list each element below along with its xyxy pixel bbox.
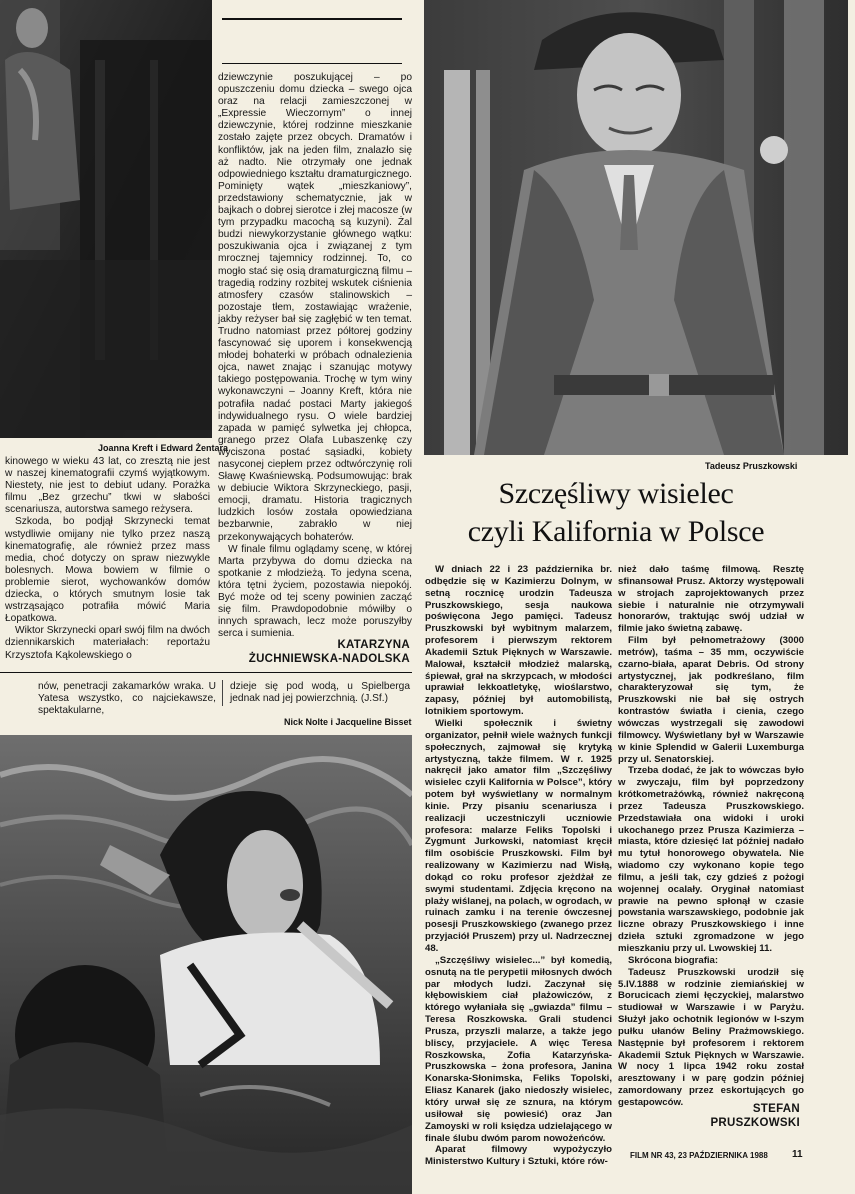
headline-line-1: Szczęśliwy wisielec	[498, 477, 734, 510]
strip-text-left	[38, 681, 216, 717]
review-author	[218, 638, 410, 666]
article-column-a	[425, 564, 612, 1168]
photo-kreft-zentara	[0, 0, 212, 438]
strip-text-right	[230, 681, 410, 705]
photo-nolte-bisset	[0, 735, 412, 1194]
article-paragraph: Aparat filmowy wypożyczyło Ministerstwo Kultury i Sztuki, które rów-	[425, 1144, 612, 1168]
caption-pruszkowski: Tadeusz Pruszkowski	[705, 461, 798, 471]
issue-footer: FILM NR 43, 23 PAŹDZIERNIKA 1988	[630, 1151, 768, 1160]
review-author-line1: KATARZYNA	[337, 639, 410, 651]
photo-tadeusz-pruszkowski	[424, 0, 848, 455]
review-paragraph: dziewczynie poszukującej – po opuszczeniu domu dziecka – swego ojca oraz na relacji zamieszczonej w „Expressie Wieczornym” o innej dziewczynie, której rodzinne mieszkanie zostało zajęte przez obcych. Dramatów i konfliktów, jak na jeden film, znalazło się aż nadto. Nie otrzymały one jednak odpowiedniego kształtu dramaturgicznego. Pominięty wątek „mieszkaniowy”, przedstawiony schematycznie, jak w bajkach o dobrej sierotce i złej macosze (w tym przypadku macochą są kuzyni). Żal budzi niewykorzystanie głównego wątku: poszukiwania ojca i związanej z tym mrocznej tajemnicy rodzinnej. To, co mogło stać się osią dramaturgiczną filmu – tragedią rodziny rozbitej wskutek ciśnienia atmosfery czasów stalinowskich – pozostaje tłem, zostawiając wrażenie, jakby reżyser bał się zagłębić w ten temat. Trudno natomiast przez półtorej godziny fascynować się uporem i konsekwencją młodej bohaterki w próbach odnalezienia ojca, nawet znając i szanując motywy takiego postępowania. Trochę w tym winy wykonawczyni – Joanny Kreft, która nie potrafiła nadać postaci Marty jakiegoś indywidualnego rysu. O wiele bardziej zapada w pamięć sylwetka jej chłopca, granego przez Olafa Lubaszenkę czy wyciszona postać sąsiadki, kobiety nasyconej ciepłem przez odtwórczynię roli Sławę Kwaśniewską. Podsumowując: brak w debiucie Wiktora Skrzyneckiego, pasji, emocji, dramatu. Historia tragicznych ludzkich losów została opowiedziana bezbarwnie, zabrakło w niej przekonywających bohaterów.	[218, 72, 412, 543]
article-paragraph: Tadeusz Pruszkowski urodził się 5.IV.1888 w rodzinie ziemiańskiej w Borucicach ziemi łęczyckiej, malarstwo studiował w Warszawie i w Paryżu. Służył jako ochotnik legionów w I-szym pułku ułanów Beliny Prażmowskiego. Następnie był profesorem i rektorem Akademii Sztuk Pięknych w Warszawie. W nocy 1 lipca 1942 roku został aresztowany i w parę godzin później zamordowany przez eskortujących go gestapowców.	[618, 966, 804, 1108]
review-paragraph: kinowego w wieku 43 lat, co zresztą nie jest w naszej kinematografii czymś wyjątkowym. Niestety, nie jest to debiut udany. Porażka filmu „Bez grzechu” tkwi w słabości scenariusza, autorstwa samego reżysera.	[5, 456, 210, 516]
article-column-b	[618, 564, 804, 1109]
review-paragraph: W finale filmu oglądamy scenę, w której Marta przybywa do domu dziecka na spotkanie z młodzieżą. To jedyna scena, która tętni życiem, pozostawia niepokój. Być może od tej sceny powinien zacząć się film. Prawdopodobnie mówiłby o innych sprawach, lecz może poruszyłby serca i sumienia.	[218, 543, 412, 640]
article-paragraph: Trzeba dodać, że jak to wówczas było w zwyczaju, film był poprzedzony krótkometrażówką, również nakręconą przez Tadeusza Pruszkowskiego. Przedstawiała ona widoki i uroki ukochanego przez Prusza Kazimierza – miasta, które dziesięć lat później nadało mu tytuł honorowego obywatela. Nie wiadomo czy wykonano kopie tego filmu, a jeśli tak, czy gdzieś z pożogi wojennej ocalały. Oryginał natomiast prawie na pewno spłonął w czasie powstania warszawskiego, podobnie jak liczne obrazy Pruszkowskiego i inne dzieła sztuki zgromadzone w jego mieszkaniu przy ul. Lwowskiej 11.	[618, 765, 804, 954]
review-paragraph: Wiktor Skrzynecki oparł swój film na dwóch dziennikarskich materiałach: reportażu Krzysztofa Kąkolewskiego o	[5, 625, 210, 661]
caption-nolte-bisset: Nick Nolte i Jacqueline Bisset	[284, 717, 412, 727]
article-subheading: Skrócona biografia:	[628, 954, 719, 966]
caption-kreft-zentara: Joanna Kreft i Edward Żentara	[98, 443, 229, 453]
strip-divider	[222, 680, 223, 706]
article-author-line1: STEFAN	[752, 1103, 800, 1115]
photo-pruszkowski-drawing	[424, 0, 848, 455]
page-number: 11	[792, 1149, 803, 1160]
article-paragraph: Film był pełnometrażowy (3000 metrów), taśma – 35 mm, oczywiście czarno-biała, aparat Debris. Od strony artystycznej, jak podkreślano, film charakteryzował się tym, że Pruszkowski nie bał się ostrych kontrastów światła i cienia, czego wówczas wystrzegali się zawodowi filmowcy. Wyświetlany był w Warszawie w kinie Splendid w Galerii Luxemburga przy ul. Senatorskiej.	[618, 635, 804, 765]
article-author	[618, 1102, 800, 1130]
strip-paragraph: nów, penetracji zakamarków wraka. U Yatesa wszystko, co najciekawsze, spektakularne,	[38, 681, 216, 717]
review-author-line2: ŻUCHNIEWSKA-NADOLSKA	[248, 653, 410, 665]
column-top-rule-thin	[222, 63, 402, 64]
headline-line-2: czyli Kalifornia w Polsce	[467, 515, 765, 548]
article-paragraph: W dniach 22 i 23 października br. odbędzie się w Kazimierzu Dolnym, w setną rocznicę urodzin Tadeusza Pruszkowskiego, sesja naukowa poświęcona Jego pamięci. Tadeusz Pruszkowski był wybitnym malarzem, profesorem i pierwszym rektorem Akademii Sztuk Pięknych w Warszawie. Malował, kształcił młodzież malarską, śpiewał, grał na skrzypcach, w młodości uprawiał lekkoatletykę, wioślarstwo, zapasy, później był automobilistą, lotnikiem sportowym.	[425, 564, 612, 718]
strip-paragraph: dzieje się pod wodą, u Spielberga jednak nad jej powierzchnią. (J.Sf.)	[230, 681, 410, 705]
article-paragraph: „Szczęśliwy wisielec...” był komedią, osnutą na tle perypetii miłosnych dwóch par młodych ludzi. Zaczynał się kłębowiskiem ciał plażowiczów, z którego wyłaniała się „gwiazda” filmu – Teresa Roszkowska. Grali studenci Prusza, przyszli malarze, a także jego bliscy, przyjaciele. A więc Teresa Roszkowska, Zofia Katarzyńska-Pruszkowska – żona profesora, Janina Konarska-Słonimska, Feliks Topolski, Eliasz Kanarek (jako niedoszły wisielec, który urwał się ze sznura, na którym usiłował się powiesić) oraz Jan Zamoyski w roli księdza udzielającego w finale ślubu dwóm parom nowożeńców.	[425, 954, 612, 1144]
photo-kreft-drawing	[0, 0, 212, 438]
column-top-rule	[222, 18, 402, 20]
section-divider	[0, 672, 412, 673]
article-headline	[426, 475, 806, 551]
review-column-1	[5, 456, 210, 662]
photo-nolte-drawing	[0, 735, 412, 1194]
article-paragraph: Wielki społecznik i świetny organizator, pełnił wiele ważnych funkcji społecznych, zajmował się krytyką artystyczną, także filmem. W r. 1925 nakręcił jako amator film „Szczęśliwy wisielec czyli Kalifornia w Polsce”, który potem był wyświetlany w normalnym kinie. Przy pisaniu scenariusza i realizacji uczestniczyli uczniowie profesora: malarze Feliks Topolski i Zygmunt Jurkowski, natomiast kręcił film osobiście Pruszkowski. Film był realizowany w Kazimierzu nad Wisłą, dokąd co roku profesor zjeżdżał ze swymi studentami. Zdjęcia kręcono na plaży wiślanej, na polach, w ogrodach, w ruinach zamku i na terenie ówczesnej posesji Pruszkowskiego (zwanego przez przyjaciół Pruszem) przy ul. Nadrzecznej 48.	[425, 717, 612, 954]
review-paragraph: Szkoda, bo podjął Skrzynecki temat wstydliwie omijany nie tylko przez naszą kinematografię, ale również przez mass media, choć dotyczy on spraw niezwykle bolesnych. Mowa bowiem w filmie o problemie sierot, wychowanków domów dziecka, o których smutnym losie tak wstrząsająco potrafiła mówić Maria Łopatkowa.	[5, 516, 210, 625]
article-paragraph: nież dało taśmę filmową. Resztę sfinansował Prusz. Aktorzy występowali w strojach zaprojektowanych przez siebie i naturalnie nie otrzymywali honorarów, traktując swój udział w filmie jako świetną zabawę.	[618, 564, 804, 635]
review-column-2	[218, 72, 412, 640]
article-author-line2: PRUSZKOWSKI	[710, 1117, 800, 1129]
